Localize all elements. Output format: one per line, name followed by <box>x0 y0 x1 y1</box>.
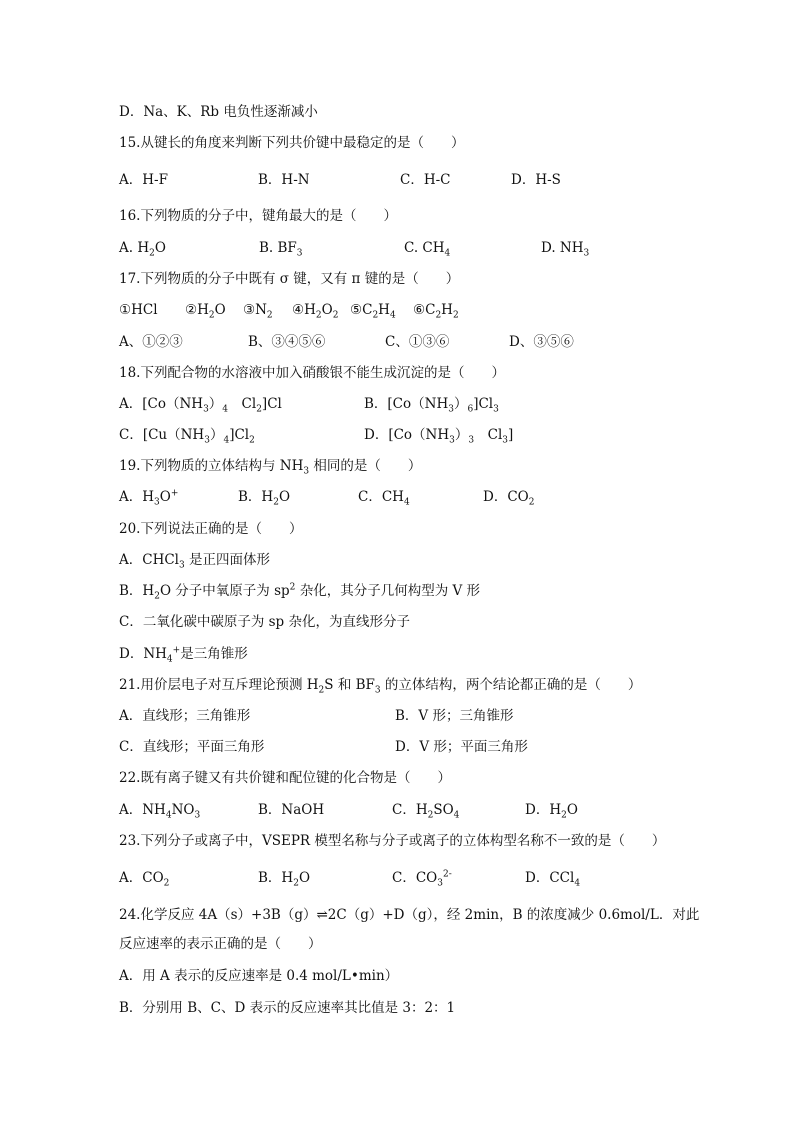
q22-option-d: D．$H_2O$ <box>525 802 578 821</box>
q23-option-a: A．$CO_2$ <box>119 870 170 889</box>
q17-item-1: ①HCl <box>119 302 158 318</box>
q18-option-b: B．$[Co(NH_3)_6]Cl_3$ <box>364 396 499 415</box>
question-21-stem: 21.用价层电子对互斥理论预测 $H_2S$ 和 $BF_3$ 的立体结构，两个结论都正确的是（ ） <box>119 677 642 696</box>
option-d-q14: D．Na、K、Rb 电负性逐渐减小 <box>119 104 318 120</box>
q15-option-d: D．H-S <box>511 172 561 188</box>
q20-option-c: C．二氧化碳中碳原子为 sp 杂化，为直线形分子 <box>119 614 410 630</box>
q16-option-c: C. $CH_4$ <box>404 240 451 259</box>
question-20-stem: 20.下列说法正确的是（ ） <box>119 521 303 537</box>
question-22-stem: 22.既有离子键又有共价键和配位键的化合物是（ ） <box>119 770 451 786</box>
q24-option-a: A．用 A 表示的反应速率是 0.4 mol/L•min） <box>119 968 399 984</box>
q21-option-d: D．V 形；平面三角形 <box>395 739 528 755</box>
q17-option-c: C、①③⑥ <box>385 334 450 350</box>
question-17-stem: 17.下列物质的分子中既有 σ 键，又有 π 键的是（ ） <box>119 271 460 287</box>
q17-option-b: B、③④⑤⑥ <box>248 334 326 350</box>
q23-option-c: C．$CO_3^{2-}$ <box>392 869 452 889</box>
q19-option-b: B．$H_2O$ <box>238 489 291 508</box>
q22-option-a: A．$NH_4NO_3$ <box>119 802 201 821</box>
q18-option-a: A．[$Co(NH_3)_4$ $Cl_2]Cl$ <box>119 396 282 415</box>
q19-option-c: C．$CH_4$ <box>358 489 410 508</box>
q20-option-d: D．$NH_4^+$是三角锥形 <box>119 645 248 665</box>
q17-item-5: $⑤C_2H_4$ <box>350 302 396 321</box>
q17-option-a: A、①②③ <box>119 334 183 350</box>
question-24-stem-line2: 反应速率的表示正确的是（ ） <box>119 936 322 952</box>
q21-option-a: A．直线形；三角锥形 <box>119 708 251 724</box>
question-19-stem: 19.下列物质的立体结构与 $NH_3$ 相同的是（ ） <box>119 458 422 477</box>
q20-option-a: A．CHCl$_3$ 是正四面体形 <box>119 552 271 571</box>
q17-option-d: D、③⑤⑥ <box>509 334 574 350</box>
q16-option-a: A. $H_2O$ <box>119 240 166 259</box>
q15-option-c: C．H-C <box>400 172 451 188</box>
q19-option-d: D．$CO_2$ <box>483 489 535 508</box>
q22-option-c: C．$H_2SO_4$ <box>392 802 460 821</box>
question-16-stem: 16.下列物质的分子中，键角最大的是（ ） <box>119 208 397 224</box>
q16-option-b: B. $BF_3$ <box>259 240 303 259</box>
q17-item-3: $③N_2$ <box>243 302 273 321</box>
q15-option-a: A．H-F <box>119 172 168 188</box>
q21-option-c: C．直线形；平面三角形 <box>119 739 265 755</box>
q23-option-d: D．CCl$_4$ <box>525 870 581 889</box>
q19-option-a: A．$H_3O^+$ <box>119 488 179 508</box>
q18-option-c: C．$[Cu(NH_3)_4]Cl_2$ <box>119 427 255 446</box>
question-24-stem-line1: 24.化学反应 4A（s）+3B（g）⇌2C（g）+D（g），经 2min，B 的浓度减少 0.6mol/L．对此 <box>119 907 700 923</box>
question-23-stem: 23.下列分子或离子中，VSEPR 模型名称与分子或离子的立体构型名称不一致的是（ ） <box>119 833 666 849</box>
q21-option-b: B．V 形；三角锥形 <box>395 708 514 724</box>
question-15-stem: 15.从键长的角度来判断下列共价键中最稳定的是（ ） <box>119 135 465 151</box>
q24-option-b: B．分别用 B、C、D 表示的反应速率其比值是 3：2：1 <box>119 1000 456 1016</box>
question-18-stem: 18.下列配合物的水溶液中加入硝酸银不能生成沉淀的是（ ） <box>119 365 505 381</box>
q23-option-b: B．$H_2O$ <box>258 870 311 889</box>
q18-option-d: D．[$Co(NH_3)_3$ $Cl_3$] <box>364 427 514 446</box>
q16-option-d: D. $NH_3$ <box>541 240 590 259</box>
q15-option-b: B．H-N <box>258 172 310 188</box>
q17-item-4: $④H_2O_2$ <box>292 302 339 321</box>
q20-option-b: B．$H_2O$ 分子中氧原子为 $sp^2$ 杂化，其分子几何构型为 V 形 <box>119 582 481 602</box>
q22-option-b: B．NaOH <box>258 802 325 818</box>
q17-item-2: $②H_2O$ <box>185 302 226 321</box>
q17-item-6: $⑥C_2H_2$ <box>413 302 459 321</box>
